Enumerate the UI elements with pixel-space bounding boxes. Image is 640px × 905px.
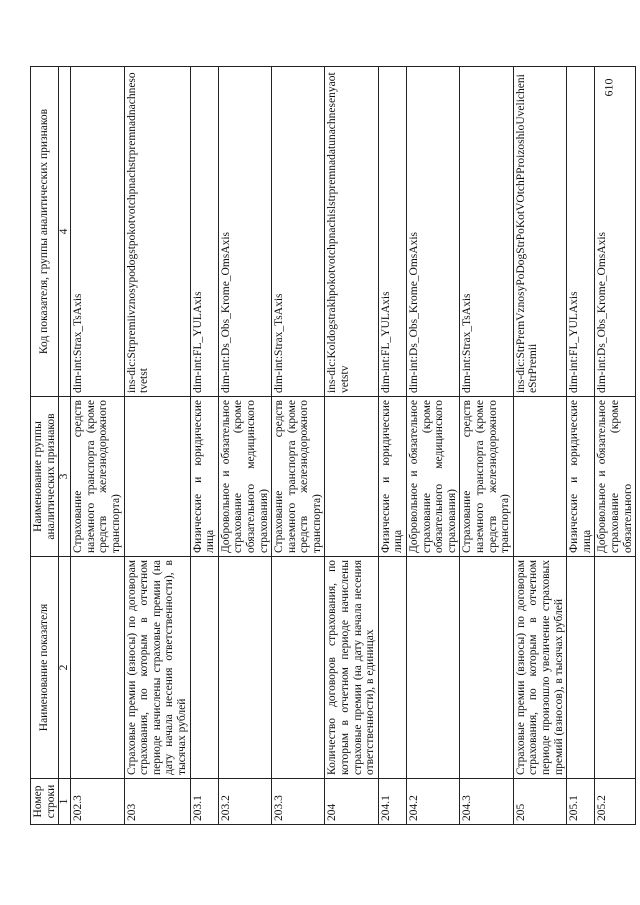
page-number: 610 — [601, 78, 616, 97]
code-cell: dim-int:FL_YULAxis — [190, 67, 218, 397]
code-cell: dim-int:Ds_Obs_Krome_OmsAxis — [595, 67, 636, 397]
indicator-name-cell — [567, 557, 595, 779]
row-number-cell: 203.2 — [218, 779, 271, 825]
group-name-cell: Страхование средств наземного транспорта (кроме средств железнодорожного транспорта) — [272, 397, 325, 557]
column-number: 4 — [59, 67, 71, 397]
group-name-cell: Добровольное и обязательное страхование (кроме обязательного медицинского страхования) — [407, 397, 460, 557]
row-number-cell: 205 — [513, 779, 566, 825]
code-cell: dim-int:Strax_TsAxis — [460, 67, 513, 397]
group-name-cell: Физические и юридические лица — [190, 397, 218, 557]
code-cell: dim-int:Strax_TsAxis — [71, 67, 124, 397]
header-row — [31, 67, 59, 825]
table-row — [378, 67, 406, 825]
row-number-cell: 204.2 — [407, 779, 460, 825]
indicator-name-cell: Страховые премии (взносы) по договорам страхования, по которым в отчетном периоде начислены страховые премии (на дату начала несения ответственности), в тысячах рублей — [124, 557, 190, 779]
column-number-row — [59, 67, 71, 825]
group-name-cell — [325, 397, 378, 557]
group-name-cell: Физические и юридические лица — [378, 397, 406, 557]
group-name-cell: Добровольное и обязательное страхование (кроме обязательного — [595, 397, 636, 557]
row-number-cell: 204.3 — [460, 779, 513, 825]
row-number-cell: 205.1 — [567, 779, 595, 825]
indicator-name-cell — [595, 557, 636, 779]
code-cell: dim-int:Ds_Obs_Krome_OmsAxis — [407, 67, 460, 397]
table-row — [513, 67, 566, 825]
header-row-number: Номер строки — [31, 779, 59, 825]
table-row — [407, 67, 460, 825]
indicator-table — [30, 66, 636, 825]
table-row — [460, 67, 513, 825]
group-name-cell — [513, 397, 566, 557]
rotated-page — [30, 67, 634, 825]
table-row — [190, 67, 218, 825]
code-cell: dim-int:FL_YULAxis — [378, 67, 406, 397]
code-cell: dim-int:Ds_Obs_Krome_OmsAxis — [218, 67, 271, 397]
indicator-name-cell — [71, 557, 124, 779]
code-cell: ins-dic:StrPremVznosyPoDogStrPoKotVOtchPProizoshloUvelichenieStrPremii — [513, 67, 566, 397]
indicator-name-cell: Страховые премии (взносы) по договорам страхования, по которым в отчетном периоде произошло увеличение страховых премий (взносов), в тысячах рублей — [513, 557, 566, 779]
indicator-name-cell — [190, 557, 218, 779]
group-name-cell: Добровольное и обязательное страхование (кроме обязательного медицинского страхования) — [218, 397, 271, 557]
column-number: 2 — [59, 557, 71, 779]
header-group-name: Наименование группы аналитических признаков — [31, 397, 59, 557]
row-number-cell: 203.1 — [190, 779, 218, 825]
table-row — [325, 67, 378, 825]
row-number-cell: 203.3 — [272, 779, 325, 825]
indicator-name-cell — [378, 557, 406, 779]
row-number-cell: 204.1 — [378, 779, 406, 825]
indicator-name-cell — [218, 557, 271, 779]
group-name-cell: Страхование средств наземного транспорта (кроме средств железнодорожного транспорта) — [460, 397, 513, 557]
table-row — [567, 67, 595, 825]
column-number: 3 — [59, 397, 71, 557]
table-row — [71, 67, 124, 825]
group-name-cell: Страхование средств наземного транспорта (кроме средств железнодорожного транспорта) — [71, 397, 124, 557]
row-number-cell: 204 — [325, 779, 378, 825]
group-name-cell — [124, 397, 190, 557]
indicator-name-cell — [407, 557, 460, 779]
table-row — [218, 67, 271, 825]
header-indicator-name: Наименование показателя — [31, 557, 59, 779]
row-number-cell: 202.3 — [71, 779, 124, 825]
indicator-name-cell — [460, 557, 513, 779]
column-number: 1 — [59, 779, 71, 825]
table-body — [71, 67, 636, 825]
group-name-cell: Физические и юридические лица — [567, 397, 595, 557]
code-cell: dim-int:Strax_TsAxis — [272, 67, 325, 397]
header-code: Код показателя, группы аналитических признаков — [31, 67, 59, 397]
table-row — [595, 67, 636, 825]
indicator-name-cell: Количество договоров страхования, по которым в отчетном периоде начислены страховые премии (на дату начала несения ответственности), в единицах — [325, 557, 378, 779]
code-cell: ins-dic:Strpremiivznosypodogstpokotvotchpnachstrpremnadnachnesotvetst — [124, 67, 190, 397]
row-number-cell: 203 — [124, 779, 190, 825]
row-number-cell: 205.2 — [595, 779, 636, 825]
indicator-name-cell — [272, 557, 325, 779]
table-row — [124, 67, 190, 825]
table-row — [272, 67, 325, 825]
code-cell: dim-int:FL_YULAxis — [567, 67, 595, 397]
code-cell: ins-dic:Koldogstrakhpokotvotchpnachislstrpremnadatunachnesenyaotvetstv — [325, 67, 378, 397]
